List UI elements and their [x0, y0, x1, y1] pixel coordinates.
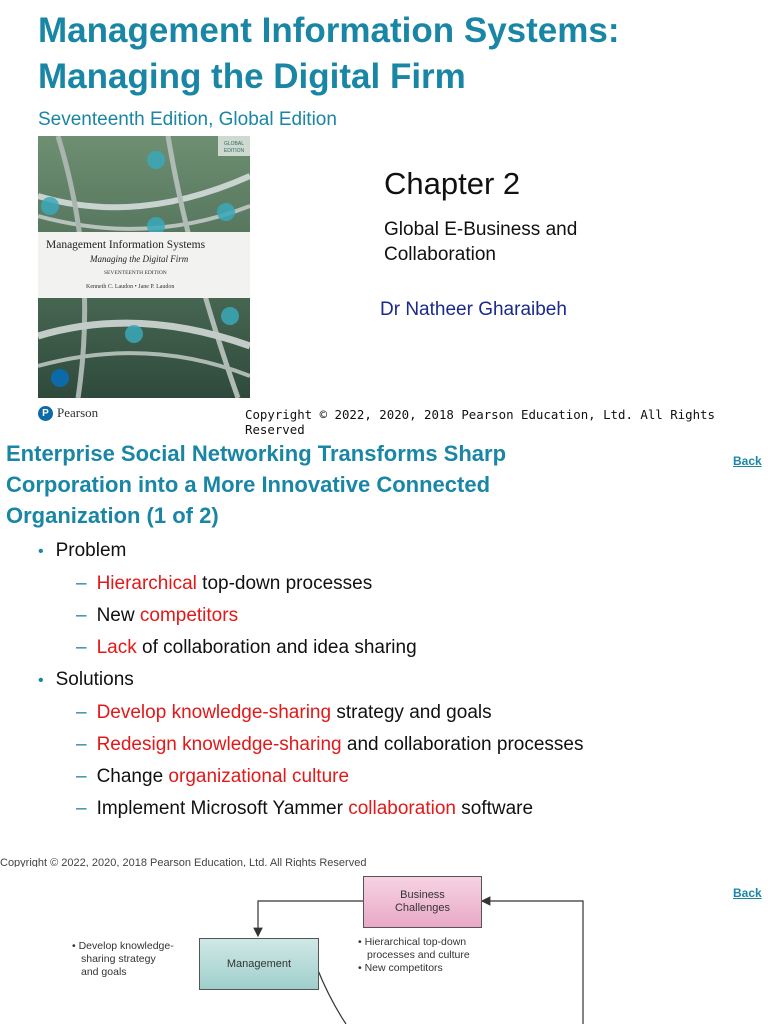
cover-title: Management Information Systems — [46, 239, 206, 251]
back-link[interactable]: Back — [733, 454, 762, 468]
bullet-text: Change — [96, 766, 169, 787]
bullet-text: software — [455, 798, 534, 819]
highlight-text: Develop knowledge-sharing — [96, 702, 332, 723]
publisher-logo — [38, 405, 98, 421]
highlight-text: Lack — [96, 637, 137, 658]
challenges-note — [358, 936, 470, 975]
dash-icon: – — [76, 637, 87, 658]
note-line: • Hierarchical top-down — [358, 936, 467, 948]
dash-icon: – — [76, 605, 87, 626]
sub-bullet — [76, 605, 238, 627]
chapter-title — [384, 217, 644, 267]
dash-icon: – — [76, 702, 87, 723]
copyright-text: Copyright © 2022, 2020, 2018 Pearson Education, Ltd. All Rights Reserved — [245, 407, 715, 437]
highlight-text: collaboration — [348, 798, 456, 819]
sub-bullet — [76, 637, 417, 659]
note-line: sharing strategy — [81, 953, 156, 965]
cover-badge-line1: GLOBAL — [223, 141, 245, 147]
sub-bullet — [76, 798, 533, 820]
cover-authors: Kenneth C. Laudon • Jane P. Laudon — [86, 284, 175, 290]
pearson-icon: P — [38, 406, 53, 421]
edition-label: Seventeenth Edition, Global Edition — [38, 109, 337, 130]
cover-subtitle: Managing the Digital Firm — [90, 254, 189, 264]
deck-title-line1: Management Information Systems: — [38, 11, 620, 50]
deck-title-line2: Managing the Digital Firm — [38, 57, 466, 96]
dash-icon: – — [76, 766, 87, 787]
bullet-label: Problem — [55, 540, 127, 561]
management-box: Management — [199, 938, 319, 990]
bullet-solutions — [38, 669, 134, 691]
business-challenges-box — [363, 876, 482, 928]
slide-title-line2: Corporation into a More Innovative Connected — [6, 472, 491, 497]
publisher-name: Pearson — [57, 405, 99, 420]
business-label-line2: Challenges — [394, 902, 451, 914]
copyright-text-cropped: Copyright © 2022, 2020, 2018 Pearson Education, Ltd. All Rights Reserved — [0, 858, 367, 867]
bullet-text: top-down processes — [196, 573, 373, 594]
note-line: • Develop knowledge- — [72, 940, 174, 952]
sub-bullet — [76, 702, 492, 724]
highlight-text: Redesign knowledge-sharing — [96, 734, 342, 755]
dash-icon: – — [76, 798, 87, 819]
bullet-icon: • — [38, 543, 44, 560]
slide-title — [6, 438, 646, 531]
deck-title — [38, 8, 758, 100]
bullet-text: of collaboration and idea sharing — [136, 637, 417, 658]
sub-bullet — [76, 734, 584, 756]
bullet-icon: • — [38, 672, 44, 689]
slide-title-line1: Enterprise Social Networking Transforms Sharp — [6, 441, 507, 466]
author-name: Dr Natheer Gharaibeh — [380, 299, 567, 320]
chapter-title-line1: Global E-Business and — [384, 219, 578, 240]
note-line: • New competitors — [358, 962, 443, 974]
slide-title-line3: Organization (1 of 2) — [6, 503, 219, 528]
chapter-title-line2: Collaboration — [384, 244, 496, 265]
sub-bullet — [76, 573, 372, 595]
highlight-text: organizational culture — [168, 766, 350, 787]
bullet-text: strategy and goals — [331, 702, 492, 723]
management-note — [72, 940, 174, 979]
back-link[interactable]: Back — [733, 886, 762, 900]
note-line: and goals — [81, 966, 127, 978]
business-label-line1: Business — [400, 889, 445, 901]
bullet-label: Solutions — [55, 669, 134, 690]
highlight-text: competitors — [139, 605, 239, 626]
bullet-text: New — [96, 605, 140, 626]
book-cover-image — [38, 136, 250, 398]
bullet-text: and collaboration processes — [341, 734, 584, 755]
chapter-number: Chapter 2 — [384, 166, 521, 201]
cover-badge-line2: EDITION — [223, 148, 245, 154]
cover-edition: SEVENTEENTH EDITION — [104, 270, 167, 276]
dash-icon: – — [76, 573, 87, 594]
note-line: processes and culture — [367, 949, 470, 961]
dash-icon: – — [76, 734, 87, 755]
highlight-text: Hierarchical — [96, 573, 197, 594]
bullet-problem — [38, 540, 126, 562]
sub-bullet — [76, 766, 349, 788]
bullet-text: Implement Microsoft Yammer — [96, 798, 349, 819]
